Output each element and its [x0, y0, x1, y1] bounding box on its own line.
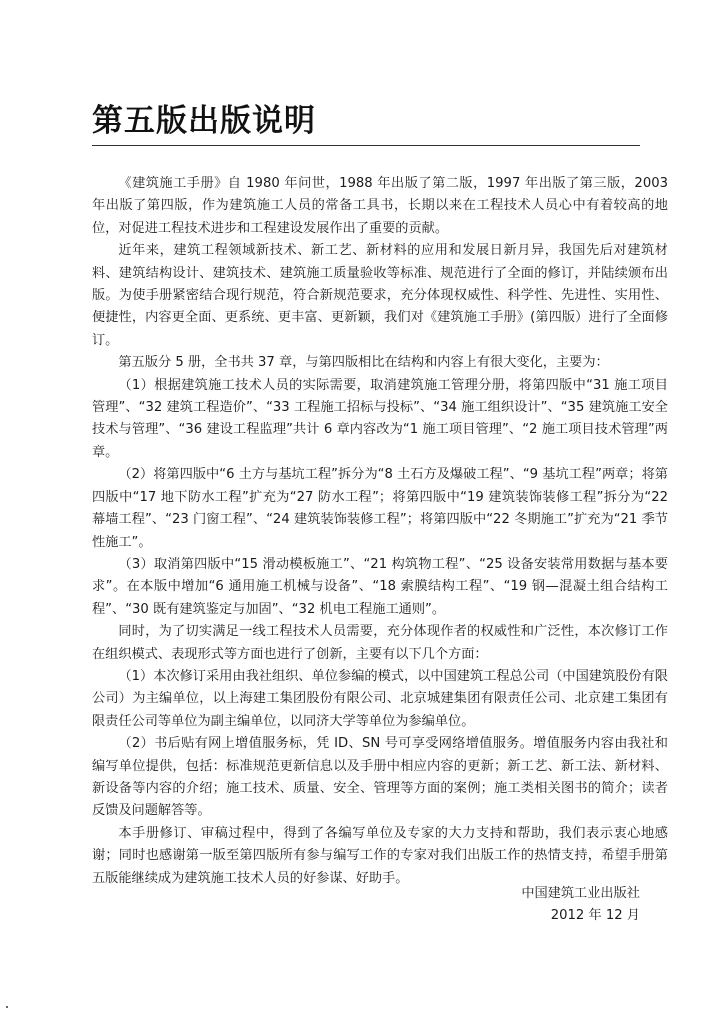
paragraph: （1）本次修订采用由我社组织、单位参编的模式，以中国建筑工程总公司（中国建筑股份有限公司）为主编单位，以上海建工集团股份有限公司、北京城建集团有限责任公司、北京建工集团有限责任公司等单位为副主编单位，以同济大学等单位为参编单位。 — [92, 668, 668, 729]
preface-body — [92, 173, 668, 890]
paragraph: 《建筑施工手册》自 1980 年问世，1988 年出版了第二版，1997 年出版了第三版，2003 年出版了第四版，作为建筑施工人员的常备工具书，长期以来在工程技术人员心中有着较高的地位，对促进工程技术进步和工程建设发展作出了重要的贡献。 — [92, 176, 668, 236]
paragraph: （2）书后贴有网上增值服务标，凭 ID、SN 号可享受网络增值服务。增值服务内容由我社和编写单位提供，包括：标准规范更新信息以及手册中相应内容的更新；新工艺、新工法、新材料、新设备等内容的介绍；施工技术、质量、安全、管理等方面的案例；施工类相关图书的简介；读者反馈及问题解答等。 — [92, 736, 668, 819]
page-title: 第五版出版说明 — [92, 103, 316, 139]
paragraph: 第五版分 5 册，全书共 37 章，与第四版相比在结构和内容上有很大变化，主要为： — [118, 355, 609, 371]
title-underline — [92, 145, 640, 146]
paragraph: （2）将第四版中“6 土方与基坑工程”拆分为“8 土石方及爆破工程”、“9 基坑工程”两章；将第四版中“17 地下防水工程”扩充为“27 防水工程”；将第四版中“19 建筑装饰装修工程”拆分为“22 幕墙工程”、“23 门窗工程”、“24 建筑装饰装修工程”；将第四版中“22 冬期施工”扩充为“21 季节性施工”。 — [92, 467, 668, 550]
publication-date: 2012 年 12 月 — [550, 908, 640, 923]
publisher-signature: 中国建筑工业出版社 — [521, 886, 640, 901]
paragraph: 本手册修订、审稿过程中，得到了各编写单位及专家的大力支持和帮助，我们表示衷心地感谢；同时也感谢第一版至第四版所有参与编写工作的专家对我们出版工作的热情支持，希望手册第五版能继续成为建筑施工技术人员的好参谋、好助手。 — [92, 825, 668, 886]
scan-speck — [6, 1006, 8, 1008]
paragraph: 同时，为了切实满足一线工程技术人员需要，充分体现作者的权威性和广泛性，本次修订工作在组织模式、表现形式等方面也进行了创新，主要有以下几个方面： — [92, 624, 668, 662]
paragraph: （3）取消第四版中“15 滑动模板施工”、“21 构筑物工程”、“25 设备安装常用数据与基本要求”。在本版中增加“6 通用施工机械与设备”、“18 索膜结构工程”、“19 钢—混凝土组合结构工程”、“30 既有建筑鉴定与加固”、“32 机电工程施工通则”。 — [92, 556, 668, 617]
paragraph: （1）根据建筑施工技术人员的实际需要，取消建筑施工管理分册，将第四版中“31 施工项目管理”、“32 建筑工程造价”、“33 工程施工招标与投标”、“34 施工组织设计”、“35 建筑施工安全技术与管理”、“36 建设工程监理”共计 6 章内容改为“1 施工项目管理”、“2 施工项目技术管理”两章。 — [92, 377, 668, 460]
paragraph: 近年来，建筑工程领域新技术、新工艺、新材料的应用和发展日新月异，我国先后对建筑材料、建筑结构设计、建筑技术、建筑施工质量验收等标准、规范进行了全面的修订，并陆续颁布出版。为使手册紧密结合现行规范，符合新规范要求，充分体现权威性、科学性、先进性、实用性、便捷性，内容更全面、更系统、更丰富、更新颖，我们对《建筑施工手册》(第四版）进行了全面修订。 — [92, 243, 668, 348]
